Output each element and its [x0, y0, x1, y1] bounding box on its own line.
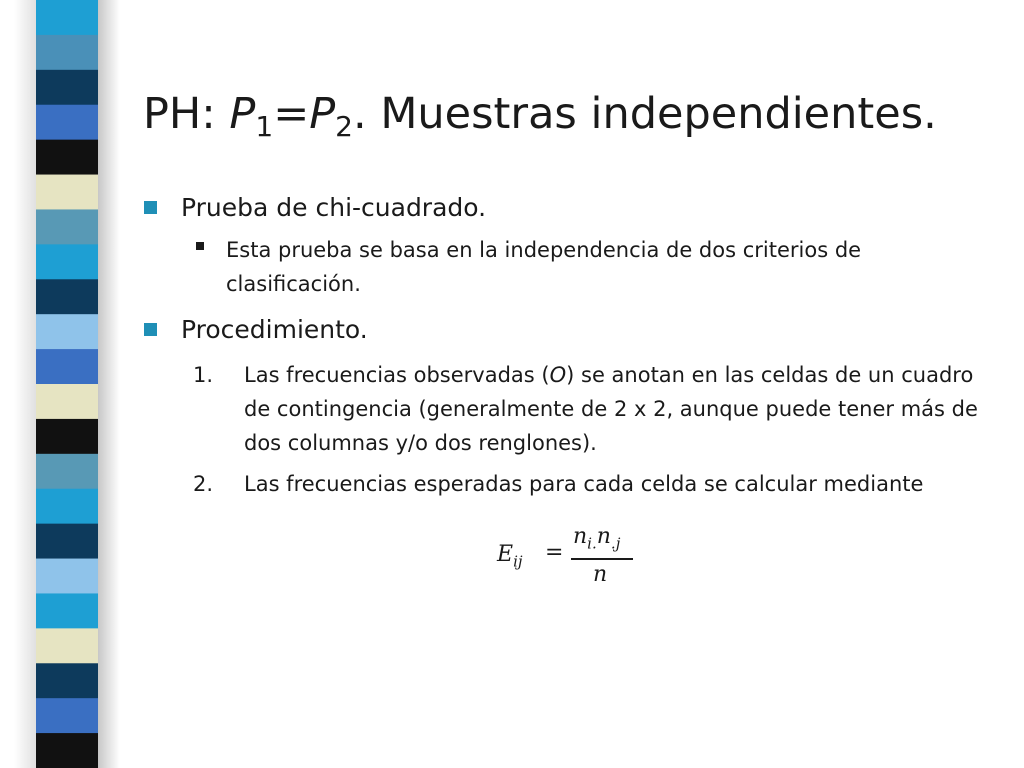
stripe-segment [36, 593, 98, 628]
bullet-square-icon [144, 201, 157, 214]
stripe-segment [36, 244, 98, 279]
stripe-segment [36, 663, 98, 698]
fraction-bar [571, 558, 633, 560]
stripe-segment [36, 105, 98, 140]
decorative-stripe [36, 0, 98, 768]
stripe-segment [36, 0, 98, 35]
stripe-segment [36, 349, 98, 384]
step-text: Las frecuencias observadas (O) se anotan en las celdas de un cuadro de contingencia (generalmente de 2 x 2, aunque puede tener más de dos columnas y/o dos renglones). [244, 363, 978, 455]
stripe-segment [36, 733, 98, 768]
stripe-segment [36, 524, 98, 559]
stripe-segment [36, 140, 98, 175]
bullet-procedimiento: Procedimiento. [181, 315, 368, 344]
stripe-segment [36, 35, 98, 70]
step-number: 2. [193, 472, 214, 496]
stripe-segment [36, 559, 98, 594]
step-number: 1. [193, 363, 214, 387]
sub-bullet-text: Esta prueba se basa en la independencia de dos criterios de clasificación. [226, 238, 862, 296]
bullet-square-icon [144, 323, 157, 336]
stripe-segment [36, 70, 98, 105]
stripe-shadow [98, 0, 120, 768]
stripe-segment [36, 384, 98, 419]
stripe-segment [36, 279, 98, 314]
stripe-segment [36, 314, 98, 349]
bullet-prueba: Prueba de chi-cuadrado. [181, 193, 487, 222]
stripe-shadow-left [14, 0, 36, 768]
stripe-segment [36, 628, 98, 663]
stripe-segment [36, 489, 98, 524]
sub-bullet-square-icon [196, 242, 204, 250]
stripe-segment [36, 698, 98, 733]
stripe-segment [36, 454, 98, 489]
stripe-segment [36, 175, 98, 210]
stripe-segment [36, 419, 98, 454]
stripe-segment [36, 209, 98, 244]
step-text: Las frecuencias esperadas para cada celda se calcular mediante [244, 472, 924, 496]
slide-title: PH: $P_1=P_2$. Muestras independientes. [143, 89, 937, 143]
